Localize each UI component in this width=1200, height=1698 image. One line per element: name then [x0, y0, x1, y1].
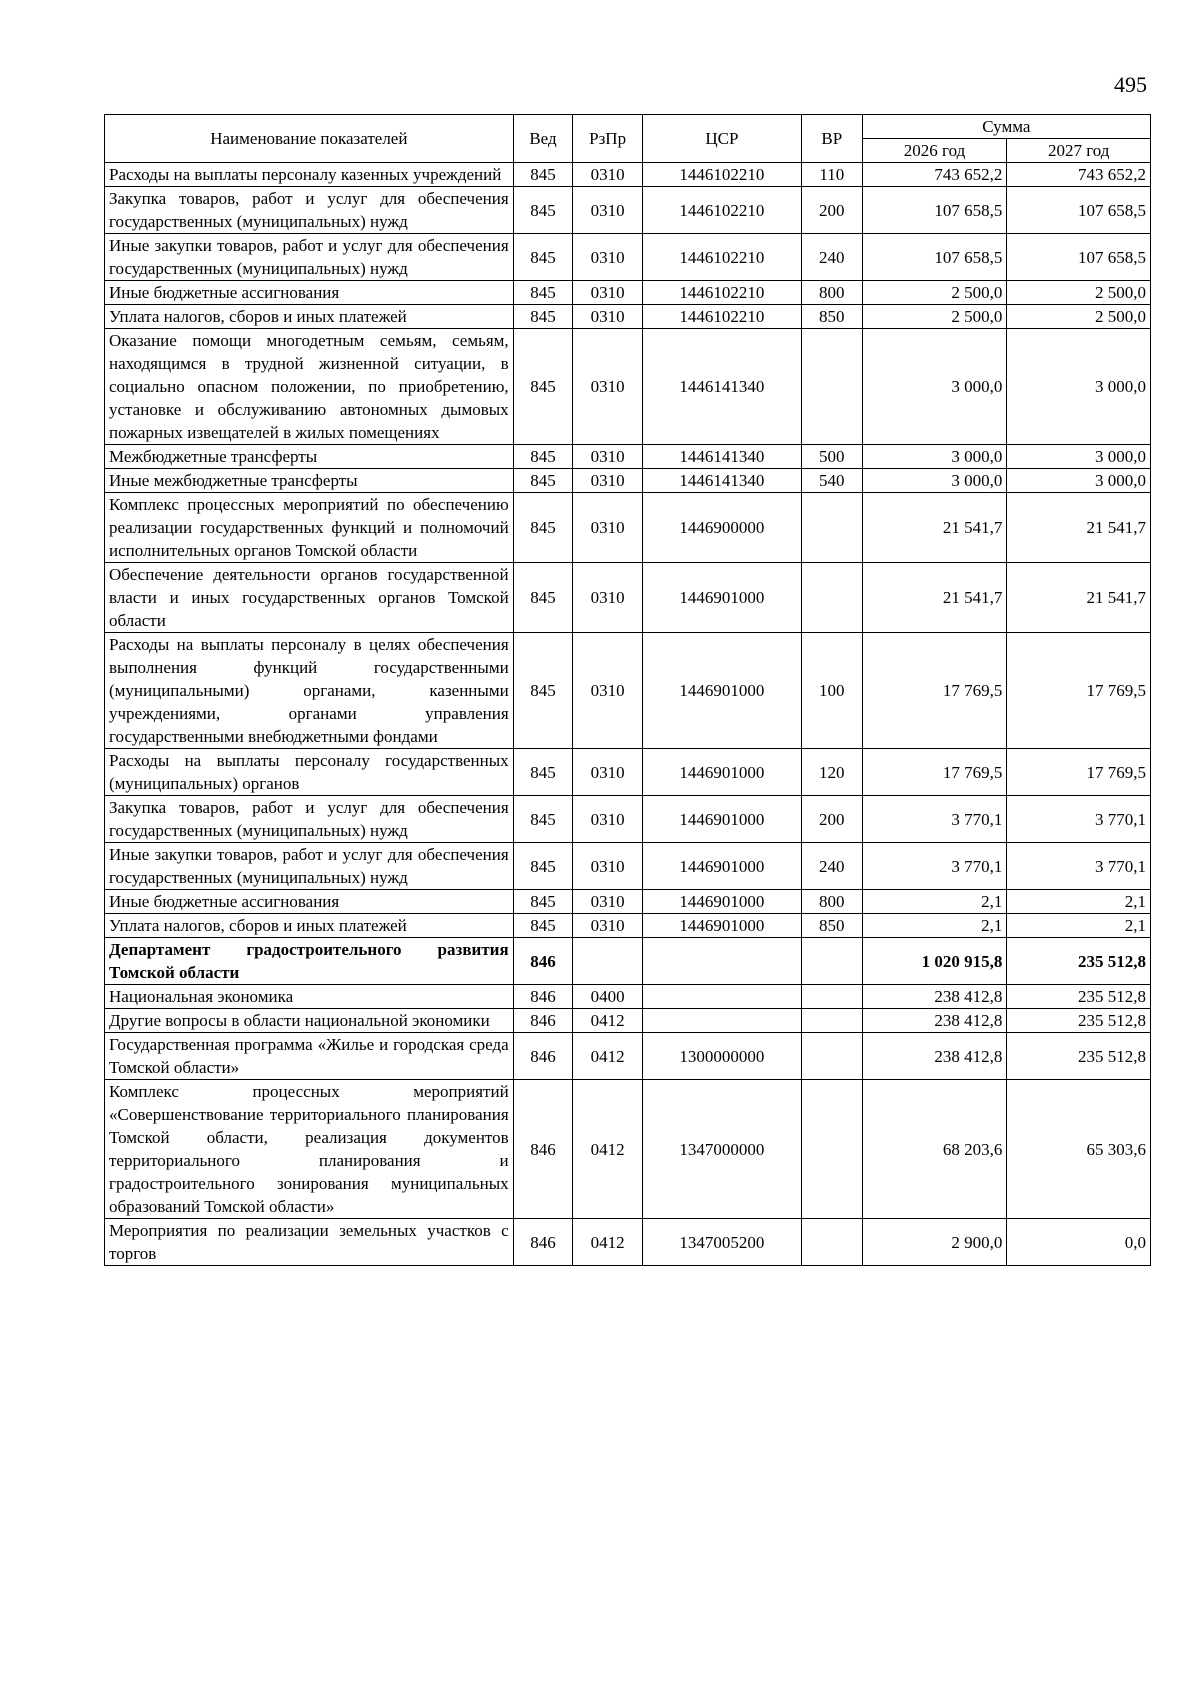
cell-name: Другие вопросы в области национальной экономики	[105, 1009, 514, 1033]
cell-sum-2026: 3 770,1	[862, 843, 1007, 890]
cell-name: Государственная программа «Жилье и городская среда Томской области»	[105, 1033, 514, 1080]
cell-name: Расходы на выплаты персоналу государственных (муниципальных) органов	[105, 749, 514, 796]
cell-sum-2026: 2 900,0	[862, 1219, 1007, 1266]
cell-vr	[801, 1219, 862, 1266]
cell-sum-2027: 743 652,2	[1007, 163, 1151, 187]
cell-name: Закупка товаров, работ и услуг для обеспечения государственных (муниципальных) нужд	[105, 187, 514, 234]
cell-csr: 1446102210	[642, 234, 801, 281]
cell-vr: 240	[801, 234, 862, 281]
table-row	[105, 1033, 1151, 1080]
cell-csr: 1347000000	[642, 1080, 801, 1219]
cell-name: Уплата налогов, сборов и иных платежей	[105, 305, 514, 329]
cell-name: Обеспечение деятельности органов государственной власти и иных государственных органов Томской области	[105, 563, 514, 633]
cell-rzpr: 0310	[573, 234, 643, 281]
header-rzpr: РзПр	[573, 115, 643, 163]
cell-vr: 120	[801, 749, 862, 796]
cell-csr	[642, 985, 801, 1009]
cell-rzpr: 0310	[573, 445, 643, 469]
cell-sum-2027: 3 000,0	[1007, 469, 1151, 493]
cell-rzpr: 0310	[573, 469, 643, 493]
cell-rzpr: 0310	[573, 329, 643, 445]
cell-vr	[801, 1009, 862, 1033]
cell-sum-2026: 3 000,0	[862, 329, 1007, 445]
cell-csr: 1446102210	[642, 163, 801, 187]
cell-sum-2026: 238 412,8	[862, 1009, 1007, 1033]
table-row	[105, 843, 1151, 890]
cell-sum-2026: 1 020 915,8	[862, 938, 1007, 985]
cell-sum-2027: 17 769,5	[1007, 749, 1151, 796]
cell-csr: 1446901000	[642, 796, 801, 843]
cell-csr	[642, 938, 801, 985]
cell-csr: 1446141340	[642, 445, 801, 469]
cell-rzpr: 0310	[573, 633, 643, 749]
cell-name: Иные бюджетные ассигнования	[105, 890, 514, 914]
cell-rzpr: 0310	[573, 187, 643, 234]
header-csr: ЦСР	[642, 115, 801, 163]
cell-rzpr: 0412	[573, 1009, 643, 1033]
header-year-2027: 2027 год	[1007, 139, 1151, 163]
cell-vr	[801, 329, 862, 445]
header-ved: Вед	[513, 115, 573, 163]
cell-ved: 845	[513, 843, 573, 890]
header-sum: Сумма	[862, 115, 1150, 139]
cell-name: Комплекс процессных мероприятий «Совершенствование территориального планирования Томской области, реализация документов территориального планирования и градостроительного зонирования муниципальных образований Томской области»	[105, 1080, 514, 1219]
cell-csr: 1446901000	[642, 749, 801, 796]
cell-ved: 845	[513, 914, 573, 938]
cell-vr	[801, 563, 862, 633]
cell-sum-2027: 2,1	[1007, 914, 1151, 938]
table-row	[105, 938, 1151, 985]
cell-csr: 1446900000	[642, 493, 801, 563]
cell-ved: 845	[513, 563, 573, 633]
table-row	[105, 234, 1151, 281]
cell-csr: 1446102210	[642, 305, 801, 329]
cell-csr: 1446901000	[642, 914, 801, 938]
cell-name: Департамент градостроительного развития Томской области	[105, 938, 514, 985]
header-name: Наименование показателей	[105, 115, 514, 163]
cell-sum-2027: 107 658,5	[1007, 234, 1151, 281]
cell-name: Иные межбюджетные трансферты	[105, 469, 514, 493]
table-row	[105, 305, 1151, 329]
cell-sum-2027: 2 500,0	[1007, 305, 1151, 329]
cell-vr	[801, 938, 862, 985]
cell-sum-2026: 743 652,2	[862, 163, 1007, 187]
cell-csr: 1446141340	[642, 329, 801, 445]
cell-rzpr: 0400	[573, 985, 643, 1009]
header-row	[105, 115, 1151, 139]
cell-vr: 540	[801, 469, 862, 493]
cell-sum-2027: 3 000,0	[1007, 445, 1151, 469]
cell-rzpr: 0310	[573, 749, 643, 796]
table-row	[105, 985, 1151, 1009]
cell-name: Межбюджетные трансферты	[105, 445, 514, 469]
cell-rzpr: 0310	[573, 163, 643, 187]
cell-rzpr: 0310	[573, 796, 643, 843]
cell-sum-2027: 2,1	[1007, 890, 1151, 914]
cell-ved: 845	[513, 234, 573, 281]
cell-vr: 800	[801, 890, 862, 914]
cell-sum-2026: 21 541,7	[862, 493, 1007, 563]
cell-rzpr: 0412	[573, 1033, 643, 1080]
cell-vr: 850	[801, 305, 862, 329]
table-row	[105, 469, 1151, 493]
cell-name: Закупка товаров, работ и услуг для обеспечения государственных (муниципальных) нужд	[105, 796, 514, 843]
cell-ved: 845	[513, 796, 573, 843]
cell-ved: 845	[513, 890, 573, 914]
cell-ved: 845	[513, 281, 573, 305]
cell-sum-2027: 3 770,1	[1007, 843, 1151, 890]
cell-ved: 845	[513, 493, 573, 563]
cell-rzpr: 0412	[573, 1080, 643, 1219]
cell-sum-2027: 0,0	[1007, 1219, 1151, 1266]
table-row	[105, 796, 1151, 843]
cell-rzpr	[573, 938, 643, 985]
cell-rzpr: 0310	[573, 281, 643, 305]
cell-sum-2027: 65 303,6	[1007, 1080, 1151, 1219]
cell-csr: 1446102210	[642, 187, 801, 234]
cell-csr: 1347005200	[642, 1219, 801, 1266]
cell-sum-2027: 2 500,0	[1007, 281, 1151, 305]
cell-name: Иные закупки товаров, работ и услуг для обеспечения государственных (муниципальных) нужд	[105, 234, 514, 281]
cell-sum-2027: 235 512,8	[1007, 985, 1151, 1009]
table-row	[105, 445, 1151, 469]
cell-ved: 846	[513, 1219, 573, 1266]
cell-sum-2026: 3 000,0	[862, 469, 1007, 493]
cell-rzpr: 0310	[573, 843, 643, 890]
table-row	[105, 1219, 1151, 1266]
cell-csr: 1446102210	[642, 281, 801, 305]
cell-ved: 845	[513, 329, 573, 445]
cell-name: Расходы на выплаты персоналу в целях обеспечения выполнения функций государственными (муниципальными) органами, казенными учреждениями, органами управления государственными внебюджетными фондами	[105, 633, 514, 749]
cell-vr: 240	[801, 843, 862, 890]
cell-ved: 845	[513, 469, 573, 493]
cell-vr: 800	[801, 281, 862, 305]
table-row	[105, 1080, 1151, 1219]
cell-rzpr: 0310	[573, 493, 643, 563]
cell-sum-2027: 235 512,8	[1007, 938, 1151, 985]
header-vr: ВР	[801, 115, 862, 163]
cell-sum-2026: 2 500,0	[862, 281, 1007, 305]
table-row	[105, 281, 1151, 305]
cell-ved: 845	[513, 633, 573, 749]
cell-name: Оказание помощи многодетным семьям, семьям, находящимся в трудной жизненной ситуации, в социально опасном положении, по приобретению, установке и обслуживанию автономных дымовых пожарных извещателей в жилых помещениях	[105, 329, 514, 445]
budget-table	[104, 114, 1151, 1266]
cell-ved: 845	[513, 749, 573, 796]
cell-rzpr: 0412	[573, 1219, 643, 1266]
cell-ved: 846	[513, 1009, 573, 1033]
cell-ved: 846	[513, 1033, 573, 1080]
cell-csr: 1446141340	[642, 469, 801, 493]
cell-csr: 1446901000	[642, 843, 801, 890]
cell-rzpr: 0310	[573, 890, 643, 914]
cell-sum-2026: 238 412,8	[862, 1033, 1007, 1080]
cell-csr: 1300000000	[642, 1033, 801, 1080]
cell-vr	[801, 1080, 862, 1219]
cell-name: Комплекс процессных мероприятий по обеспечению реализации государственных функций и полномочий исполнительных органов Томской области	[105, 493, 514, 563]
cell-name: Мероприятия по реализации земельных участков с торгов	[105, 1219, 514, 1266]
cell-name: Уплата налогов, сборов и иных платежей	[105, 914, 514, 938]
cell-vr	[801, 985, 862, 1009]
table-row	[105, 163, 1151, 187]
cell-ved: 845	[513, 187, 573, 234]
table-row	[105, 749, 1151, 796]
cell-vr: 200	[801, 796, 862, 843]
cell-ved: 846	[513, 938, 573, 985]
cell-sum-2026: 107 658,5	[862, 187, 1007, 234]
cell-sum-2026: 3 000,0	[862, 445, 1007, 469]
table-row	[105, 493, 1151, 563]
cell-vr	[801, 493, 862, 563]
cell-ved: 846	[513, 985, 573, 1009]
table-row	[105, 1009, 1151, 1033]
cell-sum-2027: 21 541,7	[1007, 493, 1151, 563]
cell-csr: 1446901000	[642, 563, 801, 633]
table-row	[105, 633, 1151, 749]
page-number: 495	[1114, 72, 1147, 97]
cell-rzpr: 0310	[573, 563, 643, 633]
cell-name: Расходы на выплаты персоналу казенных учреждений	[105, 163, 514, 187]
header-year-2026: 2026 год	[862, 139, 1007, 163]
table-row	[105, 329, 1151, 445]
cell-name: Иные закупки товаров, работ и услуг для обеспечения государственных (муниципальных) нужд	[105, 843, 514, 890]
cell-ved: 845	[513, 163, 573, 187]
cell-sum-2026: 107 658,5	[862, 234, 1007, 281]
table-row	[105, 563, 1151, 633]
cell-sum-2026: 3 770,1	[862, 796, 1007, 843]
cell-sum-2026: 2,1	[862, 890, 1007, 914]
cell-sum-2026: 17 769,5	[862, 749, 1007, 796]
cell-vr: 110	[801, 163, 862, 187]
table-row	[105, 187, 1151, 234]
cell-csr: 1446901000	[642, 633, 801, 749]
cell-sum-2027: 107 658,5	[1007, 187, 1151, 234]
cell-sum-2026: 17 769,5	[862, 633, 1007, 749]
cell-rzpr: 0310	[573, 914, 643, 938]
cell-sum-2026: 2 500,0	[862, 305, 1007, 329]
cell-sum-2026: 2,1	[862, 914, 1007, 938]
cell-sum-2026: 68 203,6	[862, 1080, 1007, 1219]
cell-vr: 200	[801, 187, 862, 234]
cell-csr: 1446901000	[642, 890, 801, 914]
cell-vr	[801, 1033, 862, 1080]
cell-name: Иные бюджетные ассигнования	[105, 281, 514, 305]
cell-csr	[642, 1009, 801, 1033]
cell-vr: 500	[801, 445, 862, 469]
cell-name: Национальная экономика	[105, 985, 514, 1009]
cell-rzpr: 0310	[573, 305, 643, 329]
table-row	[105, 914, 1151, 938]
table-row	[105, 890, 1151, 914]
cell-sum-2026: 21 541,7	[862, 563, 1007, 633]
cell-sum-2027: 235 512,8	[1007, 1009, 1151, 1033]
cell-sum-2027: 3 000,0	[1007, 329, 1151, 445]
cell-sum-2027: 17 769,5	[1007, 633, 1151, 749]
cell-vr: 850	[801, 914, 862, 938]
cell-ved: 845	[513, 445, 573, 469]
cell-sum-2026: 238 412,8	[862, 985, 1007, 1009]
cell-ved: 846	[513, 1080, 573, 1219]
table-body	[105, 163, 1151, 1266]
cell-sum-2027: 235 512,8	[1007, 1033, 1151, 1080]
cell-vr: 100	[801, 633, 862, 749]
cell-sum-2027: 21 541,7	[1007, 563, 1151, 633]
cell-sum-2027: 3 770,1	[1007, 796, 1151, 843]
cell-ved: 845	[513, 305, 573, 329]
